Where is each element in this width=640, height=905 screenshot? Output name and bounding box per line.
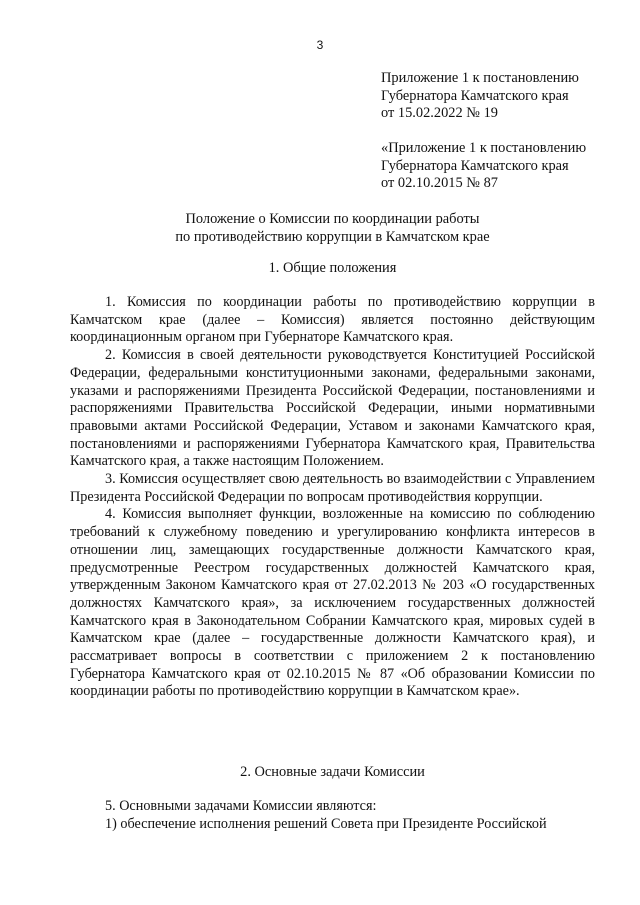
paragraph: 2. Комиссия в своей деятельности руководствуется Конституцией Российской Федерации, федеральными конституционными законами, федеральными законами, указами и распоряжениями Президента Российской Федерации, постановлениями и распоряжениями Правительства Российской Федерации, иными нормативными правовыми актами Российской Федерации, Уставом и законами Камчатского края, постановлениями и распоряжениями Губернатора Камчатского края, Правительства Камчатского края, а также настоящим Положением. [70, 347, 595, 470]
section-tasks-body [70, 798, 595, 833]
section-general-body [70, 294, 595, 701]
paragraph: 1) обеспечение исполнения решений Совета при Президенте Российской [105, 815, 547, 832]
annex-current-reference: Приложение 1 к постановлению Губернатора Камчатского края от 15.02.2022 № 19 [381, 70, 579, 121]
section-heading-general: 1. Общие положения [268, 260, 397, 276]
paragraph: 1. Комиссия по координации работы по противодействию коррупции в Камчатском крае (далее – Комиссия) является постоянно действующим координационным органом при Губернаторе Камчатского края. [70, 294, 595, 346]
page-number: 3 [316, 38, 324, 52]
paragraph: 3. Комиссия осуществляет свою деятельность во взаимодействии с Управлением Президента Российской Федерации по вопросам противодействия коррупции. [70, 471, 595, 505]
document-title: Положение о Комиссии по координации работы по противодействию коррупции в Камчатском крае [175, 211, 490, 245]
annex-previous-reference: «Приложение 1 к постановлению Губернатора Камчатского края от 02.10.2015 № 87 [381, 140, 587, 191]
paragraph: 4. Комиссия выполняет функции, возложенные на комиссию по соблюдению требований к служебному поведению и урегулированию конфликта интересов в отношении лиц, замещающих государственные должности Камчатского края, предусмотренные Реестром государственных должностей Камчатского края, утвержденным Законом Камчатского края от 27.02.2013 № 203 «О государственных должностях Камчатского края», за исключением государственных должностей Камчатского края в Законодательном Собрании Камчатского края, мировых судей в Камчатском крае (далее – государственные должности Камчатского края), и рассматривает вопросы в соответствии с приложением 2 к постановлению Губернатора Камчатского края от 02.10.2015 № 87 «Об образовании Комиссии по координации работы по противодействию коррупции в Камчатском крае». [70, 506, 595, 700]
section-heading-tasks: 2. Основные задачи Комиссии [240, 764, 425, 780]
paragraph: 5. Основными задачами Комиссии являются: [105, 798, 377, 814]
